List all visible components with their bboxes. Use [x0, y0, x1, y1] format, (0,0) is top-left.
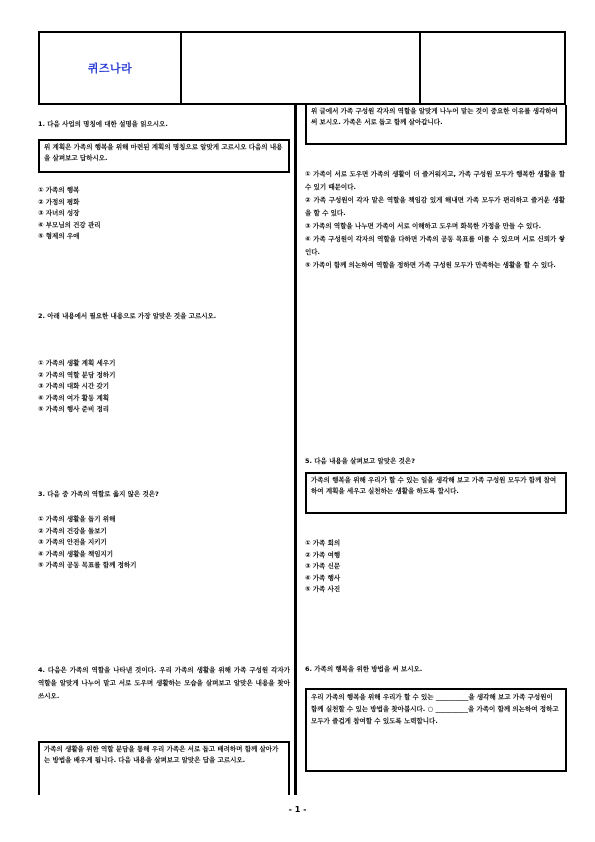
option[interactable]: ④ 부모님의 건강 관리	[38, 220, 101, 229]
question-1: 1. 다음 사업의 명칭에 대한 설명을 읽으시오.	[38, 120, 168, 128]
option[interactable]: ③ 가족의 대화 시간 갖기	[38, 382, 110, 390]
header-brand-cell	[40, 33, 182, 103]
page-number: - 1 -	[288, 805, 307, 814]
explanation-para: ④ 가족 구성원이 각자의 역할을 다하면 가족의 공동 목표를 이룰 수 있으며 서로 신뢰가 쌓인다.	[305, 235, 565, 256]
option[interactable]: ⑤ 가족의 공동 목표를 함께 정하기	[38, 561, 137, 569]
question-5-box: 가족의 행복을 위해 우리가 할 수 있는 일을 생각해 보고 가족 구성원 모두가 함께 참여하여 계획을 세우고 실천하는 생활을 하도록 합시다.	[305, 472, 567, 514]
option[interactable]: ④ 가족의 여가 활동 계획	[38, 393, 110, 402]
explanation-para: ① 가족이 서로 도우면 가족의 생활이 더 즐거워지고, 가족 구성원 모두가 행복한 생활을 할 수 있기 때문이다.	[305, 170, 565, 191]
question-1-options	[38, 185, 101, 243]
question-4: 4. 다음은 가족의 역할을 나타낸 것이다. 우리 가족의 생활을 위해 가족 구성원 각자가 역할을 알맞게 나누어 맡고 서로 도우며 생활하는 모습을 살펴보고 알맞은 내용을 찾아 쓰시오.	[38, 666, 290, 700]
option[interactable]: ④ 가족의 생활을 책임지기	[38, 549, 114, 558]
option[interactable]: ① 가족의 생활을 돕기 위해	[38, 515, 116, 523]
option[interactable]: ③ 자녀의 성장	[38, 209, 80, 217]
question-6: 6. 가족의 행복을 위한 방법을 써 보시오.	[305, 665, 423, 673]
option[interactable]: ② 가정의 평화	[38, 197, 80, 206]
question-1-box: 위 계획은 가족의 행복을 위해 마련된 계획의 명칭으로 알맞게 고르시오 다음의 내용을 살펴보고 답하시오.	[38, 139, 290, 173]
question-6-box: 우리 가족의 행복을 위해 우리가 할 수 있는 __________을 생각해 보고 가족 구성원이 함께 실천할 수 있는 방법을 찾아봅시다. ○ __________을 가족이 함께 의논하여 정하고 모두가 즐겁게 참여할 수 있도록 노력합니다.	[305, 688, 567, 772]
option[interactable]: ④ 가족 행사	[305, 573, 341, 582]
option[interactable]: ② 가족 여행	[305, 550, 341, 559]
brand-logo: 퀴즈나라	[87, 62, 133, 75]
explanation-para: ③ 가족의 역할을 나누면 가족이 서로 이해하고 도우며 화목한 가정을 만들 수 있다.	[305, 222, 542, 230]
right-explanations	[305, 168, 565, 272]
option[interactable]: ⑤ 가족 사진	[305, 585, 341, 593]
option[interactable]: ② 가족의 역할 분담 정하기	[38, 370, 116, 379]
question-2-options	[38, 358, 115, 416]
option[interactable]: ③ 가족 신문	[305, 562, 341, 570]
option[interactable]: ① 가족 회의	[305, 539, 341, 547]
option[interactable]: ⑤ 가족의 행사 준비 정리	[38, 405, 110, 413]
option[interactable]: ⑤ 형제의 우애	[38, 232, 80, 240]
question-4-box: 가족의 생활을 위한 역할 분담을 통해 우리 가족은 서로 돕고 배려하며 함께 살아가는 방법을 배우게 됩니다. 다음 내용을 살펴보고 알맞은 답을 고르시오.	[38, 741, 290, 795]
left-q1-text	[38, 118, 288, 131]
question-2: 2. 아래 내용에서 필요한 내용으로 가장 알맞은 것을 고르시오.	[38, 312, 217, 320]
header-info-cell	[421, 33, 564, 103]
option[interactable]: ② 가족의 건강을 돌보기	[38, 526, 107, 535]
explanation-para: ② 가족 구성원이 각자 맡은 역할을 책임감 있게 해내면 가족 모두가 편리하고 즐거운 생활을 할 수 있다.	[305, 196, 565, 217]
question-5-options	[305, 538, 340, 596]
header-title-cell	[182, 33, 421, 103]
explanation-para: ⑤ 가족이 함께 의논하여 역할을 정하면 가족 구성원 모두가 만족하는 생활을 할 수 있다.	[305, 261, 556, 269]
question-5: 5. 다음 내용을 살펴보고 알맞은 것은?	[305, 457, 415, 465]
question-3: 3. 다음 중 가족의 역할로 옳지 않은 것은?	[38, 490, 159, 498]
option[interactable]: ① 가족의 생활 계획 세우기	[38, 359, 116, 367]
option[interactable]: ③ 가족의 안전을 지키기	[38, 538, 107, 546]
question-3-options	[38, 514, 136, 572]
header-table	[38, 31, 566, 105]
right-top-box: 위 글에서 가족 구성원 각자의 역할을 알맞게 나누어 맡는 것이 중요한 이유를 생각하여 써 보시오. 가족은 서로 돕고 함께 살아갑니다.	[305, 105, 567, 145]
option[interactable]: ① 가족의 행복	[38, 186, 80, 194]
column-divider	[294, 105, 297, 795]
